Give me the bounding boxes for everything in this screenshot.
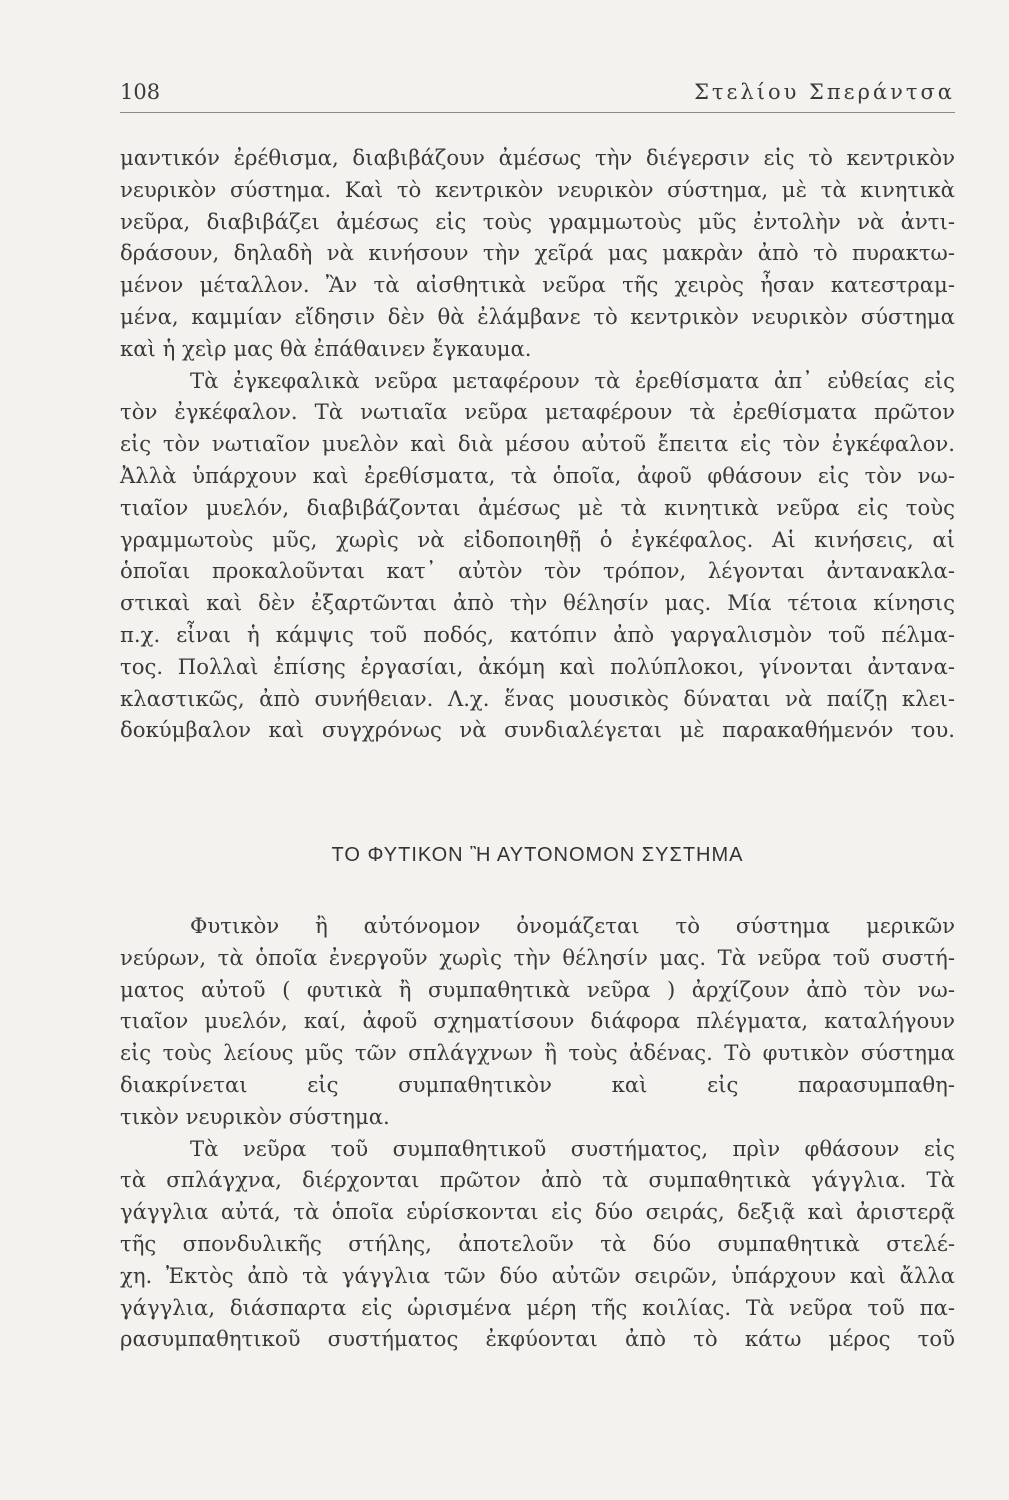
paragraph: [120, 1133, 955, 1356]
body-text-section-2: [120, 910, 955, 1355]
text-line: τὰ σπλάγχνα, διέρχονται πρῶτον ἀπὸ τὰ συμπαθητικὰ γάγγλια. Τὰ: [120, 1167, 955, 1193]
text-line: Φυτικὸν ἢ αὐτόνομον ὀνομάζεται τὸ σύστημα μερικῶν: [190, 913, 955, 938]
text-line: διακρίνεται εἰς συμπαθητικὸν καὶ εἰς παρασυμπαθη-: [120, 1071, 955, 1097]
body-text-section-1: [120, 142, 955, 746]
text-line: εἰς τοὺς λείους μῦς τῶν σπλάγχνων ἢ τοὺς ἀδένας. Τὸ φυτικὸν σύστημα: [120, 1040, 955, 1066]
paragraph: [120, 365, 955, 747]
text-line: στικαὶ καὶ δὲν ἐξαρτῶνται ἀπὸ τὴν θέλησίν μας. Μία τέτοια κίνησις: [120, 590, 955, 616]
text-line: νεῦρα, διαβιβάζει ἀμέσως εἰς τοὺς γραμμωτοὺς μῦς ἐντολὴν νὰ ἀντι-: [120, 208, 955, 234]
text-line: δράσουν, δηλαδὴ νὰ κινήσουν τὴν χεῖρά μας μακρὰν ἀπὸ τὸ πυρακτω-: [120, 240, 955, 266]
text-line: ρασυμπαθητικοῦ συστήματος ἐκφύονται ἀπὸ τὸ κάτω μέρος τοῦ: [120, 1326, 955, 1352]
text-line: τὸν ἐγκέφαλον. Τὰ νωτιαῖα νεῦρα μεταφέρουν τὰ ἐρεθίσματα πρῶτον: [120, 399, 955, 425]
text-line: γάγγλια αὐτά, τὰ ὁποῖα εὑρίσκονται εἰς δύο σειράς, δεξιᾷ καὶ ἀριστερᾷ: [120, 1199, 955, 1225]
text-line: καὶ ἡ χεὶρ μας θὰ ἐπάθαινεν ἔγκαυμα.: [120, 335, 532, 361]
text-line: τιαῖον μυελόν, καί, ἀφοῦ σχηματίσουν διάφορα πλέγματα, καταλήγουν: [120, 1008, 955, 1034]
text-line: γραμμωτοὺς μῦς, χωρὶς νὰ εἰδοποιηθῇ ὁ ἐγκέφαλος. Αἱ κινήσεις, αἱ: [120, 526, 955, 552]
text-line: δοκύμβαλον καὶ συγχρόνως νὰ συνδιαλέγεται μὲ παρακαθήμενόν του.: [120, 717, 955, 743]
text-line: γάγγλια, διάσπαρτα εἰς ὡρισμένα μέρη τῆς κοιλίας. Τὰ νεῦρα τοῦ πα-: [120, 1294, 955, 1320]
text-line: Τὰ ἐγκεφαλικὰ νεῦρα μεταφέρουν τὰ ἐρεθίσματα ἀπ᾿ εὐθείας εἰς: [190, 367, 955, 393]
paragraph: [120, 142, 955, 365]
text-line: μένον μέταλλον. Ἂν τὰ αἰσθητικὰ νεῦρα τῆς χειρὸς ἦσαν κατεστραμ-: [120, 272, 955, 298]
running-title: Στελίου Σπεράντσα: [694, 80, 955, 104]
text-line: μένα, καμμίαν εἴδησιν δὲν θὰ ἐλάμβανε τὸ κεντρικὸν νευρικὸν σύστημα: [120, 303, 955, 329]
text-line: ματος αὐτοῦ ( φυτικὰ ἢ συμπαθητικὰ νεῦρα ) ἀρχίζουν ἀπὸ τὸν νω-: [120, 976, 955, 1002]
text-line: Ἀλλὰ ὑπάρχουν καὶ ἐρεθίσματα, τὰ ὁποῖα, ἀφοῦ φθάσουν εἰς τὸν νω-: [120, 462, 955, 488]
text-line: χη. Ἐκτὸς ἀπὸ τὰ γάγγλια τῶν δύο αὐτῶν σειρῶν, ὑπάρχουν καὶ ἄλλα: [120, 1262, 955, 1288]
page-number: 108: [120, 80, 161, 104]
text-line: μαντικόν ἐρέθισμα, διαβιβάζουν ἀμέσως τὴν διέγερσιν εἰς τὸ κεντρικὸν: [120, 145, 955, 170]
text-line: κλαστικῶς, ἀπὸ συνήθειαν. Λ.χ. ἕνας μουσικὸς δύναται νὰ παίζῃ κλει-: [120, 685, 955, 711]
text-line: Τὰ νεῦρα τοῦ συμπαθητικοῦ συστήματος, πρὶν φθάσουν εἰς: [190, 1135, 955, 1161]
paragraph: [120, 910, 955, 1133]
text-line: νεύρων, τὰ ὁποῖα ἐνεργοῦν χωρὶς τὴν θέλησίν μας. Τὰ νεῦρα τοῦ συστή-: [120, 944, 955, 970]
text-line: ὁποῖαι προκαλοῦνται κατ᾿ αὐτὸν τὸν τρόπον, λέγονται ἀντανακλα-: [120, 558, 955, 584]
text-line: π.χ. εἶναι ἡ κάμψις τοῦ ποδός, κατόπιν ἀπὸ γαργαλισμὸν τοῦ πέλμα-: [120, 621, 955, 647]
text-line: τῆς σπονδυλικῆς στήλης, ἀποτελοῦν τὰ δύο συμπαθητικὰ στελέ-: [120, 1230, 955, 1256]
text-line: τιαῖον μυελόν, διαβιβάζονται ἀμέσως μὲ τὰ κινητικὰ νεῦρα εἰς τοὺς: [120, 494, 955, 520]
text-line: τος. Πολλαὶ ἐπίσης ἐργασίαι, ἀκόμη καὶ πολύπλοκοι, γίνονται ἀντανα-: [120, 653, 955, 679]
text-line: εἰς τὸν νωτιαῖον μυελὸν καὶ διὰ μέσου αὐτοῦ ἔπειτα εἰς τὸν ἐγκέφαλον.: [120, 431, 955, 457]
text-line: νευρικὸν σύστημα. Καὶ τὸ κεντρικὸν νευρικὸν σύστημα, μὲ τὰ κινητικὰ: [120, 176, 955, 202]
page-header: [120, 76, 955, 113]
section-heading: ΤΟ ΦΥΤΙΚΟΝ Ἢ ΑΥΤΟΝΟΜΟΝ ΣΥΣΤΗΜΑ: [331, 844, 744, 866]
text-line: τικὸν νευρικὸν σύστημα.: [120, 1103, 390, 1129]
